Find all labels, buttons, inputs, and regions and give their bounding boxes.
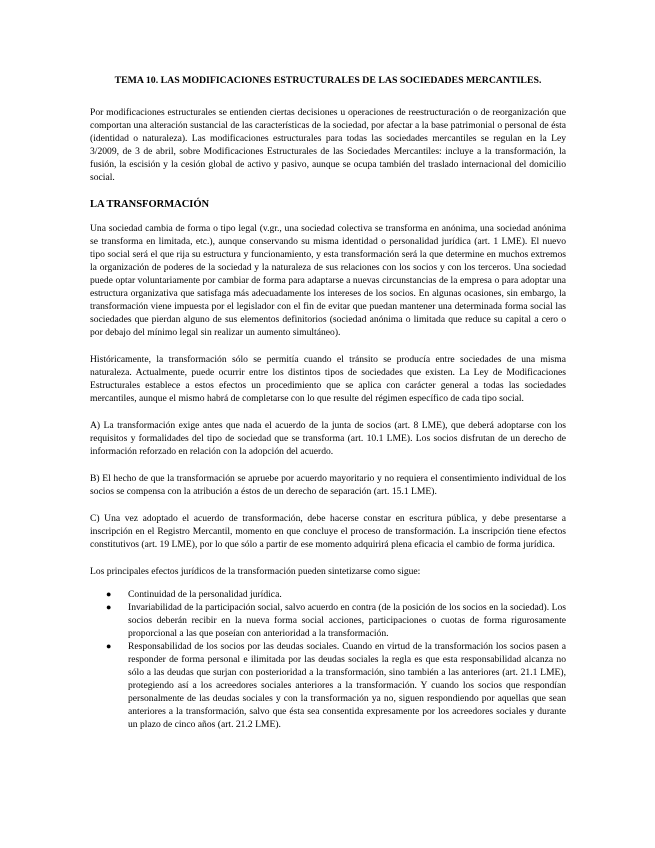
paragraph-b: B) El hecho de que la transformación se apruebe por acuerdo mayoritario y no requiera el consentimiento individual de los socios se compensa con la atribución a éstos de un derecho de separación (art. 15.1 LME). — [90, 473, 566, 497]
list-item-text: Continuidad de la personalidad jurídica. — [128, 589, 282, 600]
list-item — [90, 588, 566, 601]
effects-list — [90, 588, 566, 731]
document-page — [90, 70, 566, 731]
bullet-icon: ● — [106, 602, 112, 612]
paragraph-definition: Una sociedad cambia de forma o tipo legal (v.gr., una sociedad colectiva se transforma en anónima, una sociedad anónima se transforma en limitada, etc.), aunque conservando su misma identidad o personalidad jurídica (art. 1 LME). El nuevo tipo social será el que rija su estructura y funcionamiento, y esta transformación será la que determine en muchos extremos la organización de poderes de la sociedad y la naturaleza de sus relaciones con los socios y con los terceros. Una sociedad puede optar voluntariamente por cambiar de forma para adaptarse a nuevas circunstancias de la empresa o para adoptar una estructura organizativa que satisfaga más adecuadamente los intereses de los socios. En algunas ocasiones, sin embargo, la transformación viene impuesta por el legislador con el fin de evitar que puedan mantener una determinada forma social las sociedades que pierdan alguno de sus elementos definitorios (sociedad anónima o limitada que reduce su capital a cero o por debajo del mínimo legal sin realizar un aumento simultáneo). — [90, 223, 566, 338]
list-item-text: Invariabilidad de la participación social, salvo acuerdo en contra (de la posición de los socios en la sociedad). Los socios deberán recibir en la nueva forma social acciones, participaciones o cuotas de forma rigurosamente proporcional a las que poseían con anterioridad a la transformación. — [128, 602, 566, 639]
bullet-icon: ● — [106, 641, 112, 651]
list-item-text: Responsabilidad de los socios por las deudas sociales. Cuando en virtud de la transformación los socios pasen a responder de forma personal e ilimitada por las deudas sociales la regla es que esta responsabilidad alcanza no sólo a las deudas que surjan con posterioridad a la transformación, sino también a las anteriores (art. 21.1 LME), protegiendo así a los acreedores sociales anteriores a la transformación. Y cuando los socios que respondían personalmente de las deudas sociales y con la transformación ya no, siguen respondiendo por aquellas que sean anteriores a la transformación, salvo que ésta sea consentida expresamente por los acreedores sociales y durante un plazo de cinco años (art. 21.2 LME). — [128, 641, 566, 730]
section-title: LA TRANSFORMACIÓN — [90, 199, 210, 210]
list-item — [90, 601, 566, 640]
paragraph-c: C) Una vez adoptado el acuerdo de transformación, debe hacerse constar en escritura pública, y debe presentarse a inscripción en el Registro Mercantil, momento en que concluye el proceso de transformación. La inscripción tiene efectos constitutivos (art. 19 LME), por lo que sólo a partir de ese momento adquirirá plena eficacia el cambio de forma jurídica. — [90, 513, 566, 550]
document-title: TEMA 10. LAS MODIFICACIONES ESTRUCTURALES DE LAS SOCIEDADES MERCANTILES. — [114, 75, 542, 86]
paragraph-history: Históricamente, la transformación sólo se permitía cuando el tránsito se producía entre sociedades de una misma naturaleza. Actualmente, puede ocurrir entre los distintos tipos de sociedades que existen. La Ley de Modificaciones Estructurales establece a estos efectos un procedimiento que se aplica con carácter general a todas las sociedades mercantiles, aunque el mismo habrá de completarse con lo que resulte del régimen específico de cada tipo social. — [90, 354, 566, 404]
paragraph-a: A) La transformación exige antes que nada el acuerdo de la junta de socios (art. 8 LME), que deberá adoptarse con los requisitos y formalidades del tipo de sociedad que se transforma (art. 10.1 LME). Los socios disfrutan de un derecho de información reforzado en relación con la adopción del acuerdo. — [90, 420, 566, 457]
bullet-icon: ● — [106, 589, 112, 599]
paragraph-effects-intro: Los principales efectos jurídicos de la transformación pueden sintetizarse como sigue: — [90, 566, 421, 577]
intro-paragraph: Por modificaciones estructurales se entienden ciertas decisiones u operaciones de reestructuración o de reorganización que comportan una alteración sustancial de las características de la sociedad, por afectar a la base patrimonial o personal de ésta (identidad o naturaleza). Las modificaciones estructurales para todas las sociedades mercantiles se regulan en la Ley 3/2009, de 3 de abril, sobre Modificaciones Estructurales de las Sociedades Mercantiles: incluye a la transformación, la fusión, la escisión y la cesión global de activo y pasivo, aunque se ocupa también del traslado internacional del domicilio social. — [90, 107, 566, 183]
list-item — [90, 640, 566, 731]
